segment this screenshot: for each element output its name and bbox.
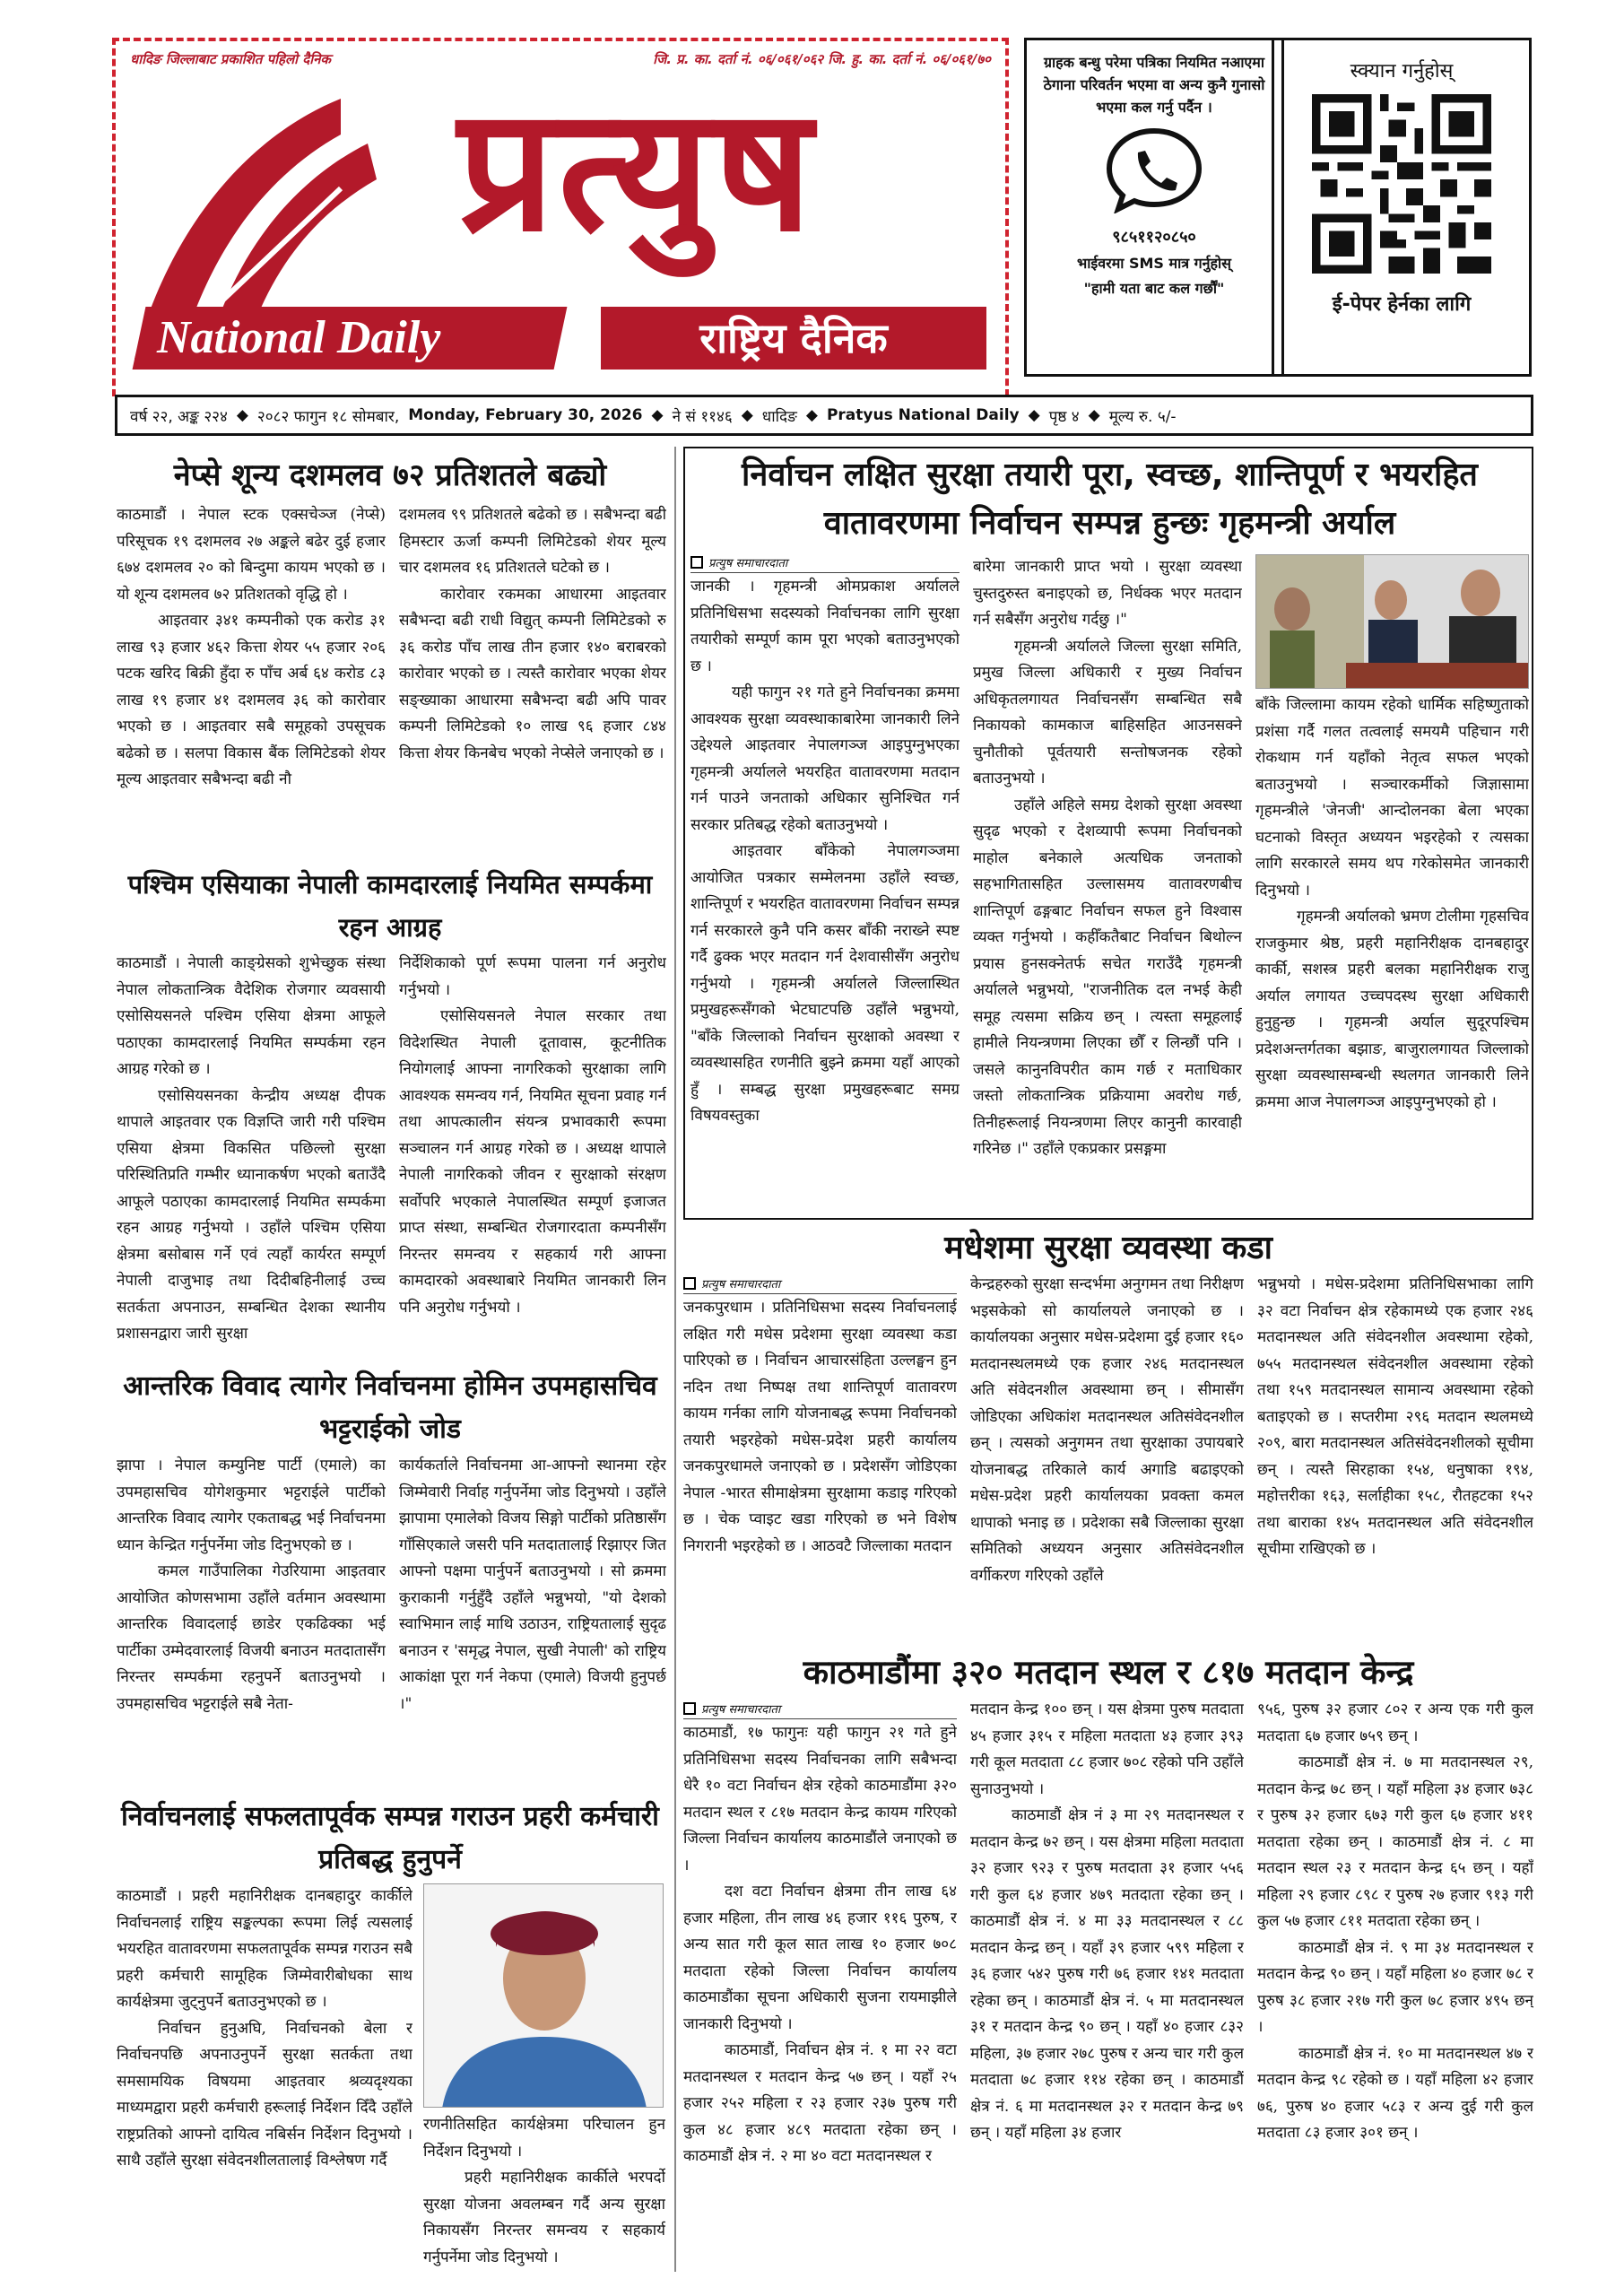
police-headline: निर्वाचनलाई सफलतापूर्वक सम्पन्न गराउन प्रहरी कर्मचारी प्रतिबद्ध हुनुपर्ने: [121, 1801, 659, 1875]
price: मूल्य रु. ५/-: [1108, 407, 1177, 426]
homeminister-headline: निर्वाचन लक्षित सुरक्षा तयारी पूरा, स्वच्छ, शान्तिपूर्ण र भयरहित वातावरणमा निर्वाचन सम्पन्न हुन्छः गृहमन्त्री अर्याल: [742, 457, 1478, 542]
masthead: [0, 0, 1624, 386]
nepse-col-1: काठमाडौं । नेपाल स्टक एक्सचेञ्ज (नेप्से) परिसूचक १९ दशमलव २७ अङ्कले बढेर दुई हजार ६७४ दशमलव २० को बिन्दुमा कायम भएको छ । यो शून्य दशमलव ७२ प्रतिशतको वृद्धि हो । आइतवार ३४१ कम्पनीको एक करोड ३१ लाख ९३ हजार ४६२ कित्ता शेयर ५५ हजार २०६ पटक खरिद बिक्री हुँदा रु पाँच अर्ब ६४ करोड ८३ लाख १९ हजार ४१ दशमलव ३६ को कारोवार भएको छ । आइतवार सबै समूहको उपसूचक बढेको छ । सलपा विकास बैंक लिमिटेडको शेयर मूल्य आइतवार सबैभन्दा बढी नौ: [117, 506, 386, 788]
byline-box-icon: [683, 1277, 696, 1290]
police-col-1: काठमाडौं । प्रहरी महानिरीक्षक दानबहादुर कार्कीले निर्वाचनलाई राष्ट्रिय सङ्कल्पका रूपमा लिई त्यसलाई भयरहित वातावरणमा सफलतापूर्वक सम्पन्न गराउन सबै प्रहरी कर्मचारी सामूहिक जिम्मेवारीबोधका साथ कार्यक्षेत्रमा जुट्नुपर्ने बताउनुभएको छ । निर्वाचन हुनुअघि, निर्वाचनको बेला र निर्वाचनपछि अपनाउनुपर्ने सुरक्षा सतर्कता तथा समसामयिक विषयमा आइतवार श्रव्यदृश्यका माध्यमद्वारा प्रहरी कर्मचारी हरूलाई निर्देशन दिँदै उहाँले राष्ट्रप्रतिको आफ्नो दायित्व नबिर्सन निर्देशन दिनुभयो । साथै उहाँले सुरक्षा संवेदनशीलतालाई विश्लेषण गर्दै: [117, 1887, 413, 2170]
madhesh-col-3: भन्नुभयो । मधेस-प्रदेशमा प्रतिनिधिसभाका लागि ३२ वटा निर्वाचन क्षेत्र रहेकामध्ये एक हजार २४६ मतदानस्थल अति संवेदनशील अवस्थामा रहेको, ७५५ मतदानस्थल संवेदनशील अवस्थामा रहेको तथा १५९ मतदानस्थल सामान्य अवस्थामा रहेको बताइएको छ । सप्तरीमा २९६ मतदान स्थलमध्ये २०९, बारा मतदानस्थल अतिसंवेदनशीलको सूचीमा छन् । त्यस्तै सिरहाका १५४, धनुषाका १९४, महोत्तरीका १६३, सर्लाहीका १५८, रौतहटका १५२ तथा बाराका १४५ मतदानस्थल अति संवेदनशील सूचीमा राखिएको छ ।: [1257, 1275, 1533, 1558]
info-bar: वर्ष २२, अङ्क २२४ ◆ २०८२ फागुन १८ सोमबार, Monday, February 30, 2026 ◆ ने सं ११४६ ◆ धादिङ ◆ Pratyus National Daily ◆ पृष्ठ ४ ◆ मूल्य रु. ५/-: [115, 395, 1533, 436]
logo-main-text: प्रत्युष: [457, 81, 816, 269]
subscriber-notice-box: [1024, 38, 1284, 377]
madhesh-byline: प्रत्युष समाचारदाता: [683, 1275, 957, 1294]
homeminister-col-3: बाँके जिल्लामा कायम रहेको धार्मिक सहिष्णुताको प्रशंसा गर्दै गलत तत्वलाई समयमै पहिचान गरी रोकथाम गर्न यहाँको नेतृत्व सफल भएको बताउनुभयो । सञ्चारकर्मीको जिज्ञासामा गृहमन्त्रीले 'जेनजी' आन्दोलनका बेला भएका घटनाको विस्तृत अध्ययन भइरहेको र त्यसका लागि सरकारले समय थप गरेकोसमेत जानकारी दिनुभयो । गृहमन्त्री अर्यालको भ्रमण टोलीमा गृहसचिव राजकुमार श्रेष्ठ, प्रहरी महानिरीक्षक दानबहादुर कार्की, सशस्त्र प्रहरी बलका महानिरीक्षक राजु अर्याल लगायत उच्चपदस्थ सुरक्षा अधिकारी हुनुहुन्छ । गृहमन्त्री अर्याल सुदूरपश्चिम प्रदेशअन्तर्गतका बझाङ, बाजुरालगायत जिल्लाको सुरक्षा व्यवस्थासम्बन्धी स्थलगत जानकारी लिने क्रममा आज नेपालगञ्ज आइपुग्नुभएको हो ।: [1255, 696, 1529, 1111]
slogan: "हामी यता बाट कल गर्छौं": [1083, 280, 1225, 297]
tagline-right: जि. प्र. का. दर्ता नं. ०६/०६१/०६२ जि. हु. का. दर्ता नं. ०६/०६१/७०: [653, 51, 991, 67]
press-meet-illustration: [1256, 555, 1529, 689]
bhattarai-headline: आन्तरिक विवाद त्यागेर निर्वाचनमा होमिन उपमहासचिव भट्टराईको जोड: [123, 1370, 657, 1445]
police-col-2: रणनीतिसहित कार्यक्षेत्रमा परिचालन हुन निर्देशन दिनुभयो । प्रहरी महानिरीक्षक कार्कीले भरपर्दो सुरक्षा योजना अवलम्बन गर्दै अन्य सुरक्षा निकायसँग निरन्तर समन्वय र सहकार्य गर्नुपर्नेमा जोड दिनुभयो ।: [423, 2116, 665, 2266]
page-number: पृष्ठ ४: [1048, 407, 1080, 426]
kathmandu-col-3: ९५६, पुरुष ३२ हजार ८०२ र अन्य एक गरी कुल मतदाता ६७ हजार ७५९ छन् । काठमाडौं क्षेत्र नं. ७ मा मतदानस्थल २९, मतदान केन्द्र ७८ छन् । यहाँ महिला ३४ हजार ७३८ र पुरुष ३२ हजार ६७३ गरी कुल ६७ हजार ४११ मतदाता रहेका छन् । काठमाडौं क्षेत्र नं. ८ मा मतदान स्थल २३ र मतदान केन्द्र ६५ छन् । यहाँ महिला २९ हजार ८९८ र पुरुष २७ हजार ९१३ गरी कुल ५७ हजार ८११ मतदाता रहेका छन् । काठमाडौं क्षेत्र नं. ९ मा ३४ मतदानस्थल र मतदान केन्द्र ९० छन् । यहाँ महिला ४० हजार ७८ र पुरुष ३८ हजार २१७ गरी कुल ७८ हजार ४९५ छन् । काठमाडौं क्षेत्र नं. १० मा मतदानस्थल ४७ र मतदान केन्द्र ९८ रहेको छ । यहाँ महिला ४२ हजार ७६, पुरुष ४० हजार ५८३ र अन्य दुई गरी कुल मतदाता ८३ हजार ३०१ छन् ।: [1257, 1700, 1533, 2142]
bhattarai-col-2: कार्यकर्ताले निर्वाचनमा आ-आफ्नो स्थानमा रहेर जिम्मेवारी निर्वाह गर्नुपर्नेमा जोड दिनुभयो । उहाँले झापामा एमालेको विजय सिङ्गो पार्टीको प्रतिष्ठासँग गाँसिएकाले जसरी पनि मतदातालाई रिझाएर जित आफ्नो पक्षमा पार्नुपर्ने बताउनुभयो । सो क्रममा कुराकानी गर्नुहुँदै उहाँले भन्नुभयो, "यो देशको स्वाभिमान लाई माथि उठाउन, राष्ट्रियतालाई सुदृढ बनाउन र 'समृद्ध नेपाल, सुखी नेपाली' को राष्ट्रिय आकांक्षा पूरा गर्न नेकपा (एमाले) विजयी हुनुपर्छ ।": [399, 1457, 666, 1713]
scan-label: स्क्यान गर्नुहोस्: [1350, 60, 1454, 83]
kathmandu-headline: काठमाडौंमा ३२० मतदान स्थल र ८१७ मतदान केन्द्र: [803, 1653, 1414, 1692]
madhesh-col-1: जनकपुरधाम । प्रतिनिधिसभा सदस्य निर्वाचनलाई लक्षित गरी मधेस प्रदेशमा सुरक्षा व्यवस्था कडा पारिएको छ । निर्वाचन आचारसंहिता उल्लङ्घन हुन नदिन तथा निष्पक्ष तथा शान्तिपूर्ण वातावरण कायम गर्नका लागि योजनाबद्ध रूपमा निर्वाचनको तयारी भइरहेको मधेस-प्रदेश प्रहरी कार्यालय जनकपुरधामले जनाएको छ । प्रदेशसँग जोडिएका नेपाल -भारत सीमाक्षेत्रमा सुरक्षामा कडाइ गरिएको छ । चेक प्वाइट खडा गरिएको छ भने विशेष निगरानी भइरहेको छ । आठवटै जिल्लाका मतदान: [683, 1299, 957, 1555]
epaper-label: ई-पेपर हेर्नका लागि: [1332, 293, 1472, 316]
place: धादिङ: [761, 407, 797, 426]
column-divider: [674, 447, 676, 2272]
westasia-col-1: काठमाडौं । नेपाली काङ्ग्रेसको शुभेच्छुक संस्था नेपाल लोकतान्त्रिक वैदेशिक रोजगार व्यवसायी एसोसियसनले पश्चिम एसिया क्षेत्रमा आफूले पठाएका कामदारलाई नियमित सम्पर्कमा रहन आग्रह गरेको छ । एसोसियसनका केन्द्रीय अध्यक्ष दीपक थापाले आइतवार एक विज्ञप्ति जारी गरी पश्चिम एसिया क्षेत्रमा विकसित पछिल्लो सुरक्षा परिस्थितिप्रति गम्भीर ध्यानाकर्षण भएको बताउँदै आफूले पठाएका कामदारलाई नियमित सम्पर्कमा रहन आग्रह गर्नुभयो । उहाँले पश्चिम एसिया क्षेत्रमा बसोबास गर्ने एवं त्यहाँ कार्यरत सम्पूर्ण नेपाली दाजुभाइ तथा दिदीबहिनीलाई उच्च सतर्कता अपनाउन, सम्बन्धित देशका स्थानीय प्रशासनद्वारा जारी सुरक्षा: [117, 954, 386, 1343]
date-english: Monday, February 30, 2026: [408, 406, 643, 424]
madhesh-col-2: केन्द्रहरुको सुरक्षा सन्दर्भमा अनुगमन तथा निरीक्षण भइसकेको सो कार्यालयले जनाएको छ । कार्यालयका अनुसार मधेस-प्रदेशमा दुई हजार १६० मतदानस्थलमध्ये एक हजार २४६ मतदानस्थल अति संवेदनशील अवस्थामा छन् । सीमासँग जोडिएका अधिकांश मतदानस्थल अतिसंवेदनशील छन् । त्यसको अनुगमन तथा सुरक्षाका उपायबारे योजनाबद्ध तरिकाले कार्य अगाडि बढाइएको मधेस-प्रदेश प्रहरी कार्यालयका प्रवक्ता कमल थापाको भनाइ छ । प्रदेशका सबै जिल्लाका सुरक्षा समितिको अध्ययन अनुसार अतिसंवेदनशील वर्गीकरण गरिएको उहाँले: [970, 1275, 1244, 1585]
homeminister-photo: [1255, 554, 1529, 689]
byline-box-icon: [683, 1702, 696, 1715]
date-nepali: २०८२ फागुन १८ सोमबार,: [256, 407, 400, 426]
registration-strip: [121, 45, 1000, 74]
paper-name: Pratyus National Daily: [826, 406, 1020, 424]
notice-text: ग्राहक बन्धु परेमा पत्रिका नियमित नआएमा ठेगाना परिवर्तन भएमा वा अन्य कुनै गुनासो भएमा कल गर्नु पर्दैन ।: [1043, 54, 1265, 116]
byline-box-icon: [690, 556, 703, 569]
westasia-col-2: निर्देशिकाको पूर्ण रूपमा पालना गर्न अनुरोध गर्नुभयो । एसोसियसनले नेपाल सरकार तथा विदेशस्थित नेपाली दूतावास, कूटनीतिक नियोगलाई आफ्ना नागरिकको सुरक्षाका लागि आवश्यक समन्वय गर्न, नियमित सूचना प्रवाह गर्न तथा आपत्कालीन संयन्त्र प्रभावकारी रूपमा सञ्चालन गर्न आग्रह गरेको छ । अध्यक्ष थापाले नेपाली नागरिकको जीवन र सुरक्षाको संरक्षण सर्वोपरि भएकाले नेपालस्थित सम्पूर्ण इजाजत प्राप्त संस्था, सम्बन्धित रोजगारदाता कम्पनीसँग निरन्तर समन्वय र सहकार्य गरी आफ्ना कामदारको अवस्थाबारे नियमित जानकारी लिन पनि अनुरोध गर्नुभयो ।: [399, 954, 666, 1317]
viber-note: भाईवरमा SMS मात्र गर्नुहोस्: [1077, 255, 1231, 272]
homeminister-col-2: बारेमा जानकारी प्राप्त भयो । सुरक्षा व्यवस्था चुस्तदुरुस्त बनाइएको छ, निर्धक्क भएर मतदान गर्न सबैसँग अनुरोध गर्दछु ।" गृहमन्त्री अर्यालले जिल्ला सुरक्षा समिति, प्रमुख जिल्ला अधिकारी र मुख्य निर्वाचन अधिकृतलगायत निर्वाचनसँग सम्बन्धित सबै निकायको कामकाज बाहिसहित आउनसक्ने चुनौतीको पूर्वतयारी सन्तोषजनक रहेको बताउनुभयो । उहाँले अहिले समग्र देशको सुरक्षा अवस्था सुदृढ भएको र देशव्यापी रूपमा निर्वाचनको माहोल बनेकाले अत्यधिक जनताको सहभागितासहित उल्लासमय वातावरणबीच शान्तिपूर्ण ढङ्गबाट निर्वाचन सफल हुने विश्वास व्यक्त गर्नुभयो । कहीँकतैबाट निर्वाचन बिथोल्न प्रयास हुनसक्नेतर्फ सचेत गराउँदै गृहमन्त्री अर्यालले भन्नुभयो, "राजनीतिक दल नभई केही समूह त्यसमा सक्रिय छन् । त्यस्ता समूहलाई हामीले नियन्त्रणमा लिएका छौँ र लिन्छौं पनि । जसले कानुनविपरीत काम गर्छ र मताधिकार जस्तो लोकतान्त्रिक प्रक्रियामा अवरोध गर्छ, तिनीहरूलाई नियन्त्रणमा लिएर कानुनी कारवाही गरिनेछ ।" उहाँले एकप्रकार प्रसङ्गमा: [973, 558, 1242, 1158]
madhesh-headline: मधेशमा सुरक्षा व्यवस्था कडा: [944, 1230, 1272, 1266]
kathmandu-col-1: काठमाडौं, १७ फागुनः यही फागुन २१ गते हुने प्रतिनिधिसभा सदस्य निर्वाचनका लागि सबैभन्दा धेरै १० वटा निर्वाचन क्षेत्र रहेको काठमाडौंमा ३२० मतदान स्थल र ८१७ मतदान केन्द्र कायम गरिएको जिल्ला निर्वाचन कार्यालय काठमाडौंले जनाएको छ । दश वटा निर्वाचन क्षेत्रमा तीन लाख ६४ हजार महिला, तीन लाख ४६ हजार ११६ पुरुष, र अन्य सात गरी कूल सात लाख १० हजार ७०८ मतदाता रहेको जिल्ला निर्वाचन कार्यालय काठमाडौंका सूचना अधिकारी सुजना रायमाझीले जानकारी दिनुभयो । काठमाडौं, निर्वाचन क्षेत्र नं. १ मा २२ वटा मतदानस्थल र मतदान केन्द्र ५७ छन् । यहाँ २५ हजार २५२ महिला र २३ हजार २३७ पुरुष गरी कुल ४८ हजार ४८९ मतदाता रहेका छन् । काठमाडौं क्षेत्र नं. २ मा ४० वटा मतदानस्थल र: [683, 1724, 957, 2165]
bhattarai-col-1: झापा । नेपाल कम्युनिष्ट पार्टी (एमाले) का उपमहासचिव योगेशकुमार भट्टराईले पार्टीको आन्तरिक विवाद त्यागेर एकताबद्ध भई निर्वाचनमा ध्यान केन्द्रित गर्नुपर्नेमा जोड दिनुभएको छ । कमल गाउँपालिका गेउरियामा आइतवार आयोजित कोणसभामा उहाँले वर्तमान अवस्थामा आन्तरिक विवादलाई छाडेर एकढिक्का भई पार्टीका उम्मेदवारलाई विजयी बनाउन मतदातासँग निरन्तर सम्पर्कमा रहनुपर्ने बताउनुभयो । उपमहासचिव भट्टराईले सबै नेता-: [117, 1457, 386, 1713]
police-chief-illustration: [424, 1884, 664, 2108]
phone-icon: [1100, 124, 1208, 213]
homeminister-col-1: जानकी । गृहमन्त्री ओमप्रकाश अर्यालले प्रतिनिधिसभा सदस्यको निर्वाचनका लागि सुरक्षा तयारीको सम्पूर्ण काम पूरा भएको बताउनुभएको छ । यही फागुन २१ गते हुने निर्वाचनका क्रममा आवश्यक सुरक्षा व्यवस्थाकाबारेमा जानकारी लिने उद्देश्यले आइतवार नेपालगञ्ज आइपुग्नुभएका गृहमन्त्री अर्यालले भयरहित वातावरणमा मतदान गर्न पाउने जनताको अधिकार सुनिश्चित गर्न सरकार प्रतिबद्ध रहेको बताउनुभयो । आइतवार बाँकेको नेपालगञ्जमा आयोजित पत्रकार सम्मेलनमा उहाँले स्वच्छ, शान्तिपूर्ण र भयरहित वातावरणमा निर्वाचन सम्पन्न गर्न सरकारले कुनै पनि कसर बाँकी नराख्ने स्पष्ट गर्दै ढुक्क भएर मतदान गर्न देशवासीसँग अनुरोध गर्नुभयो । गृहमन्त्री अर्यालले जिल्लास्थित प्रमुखहरूसँगको भेटघाटपछि उहाँले भन्नुभयो, "बाँके जिल्लाको निर्वाचन सुरक्षाको अवस्था र व्यवस्थासहित रणनीति बुझ्ने क्रममा यहाँ आएको हुँ । सम्बद्ध सुरक्षा प्रमुखहरूबाट समग्र विषयवस्तुका: [690, 578, 960, 1125]
logo-english-text: National Daily: [157, 312, 441, 363]
phone-number: ९८५११२०८५०: [1112, 228, 1196, 247]
qr-box: [1272, 38, 1532, 377]
kathmandu-col-2: मतदान केन्द्र १०० छन् । यस क्षेत्रमा पुरुष मतदाता ४५ हजार ३१५ र महिला मतदाता ४३ हजार ३९३ गरी कूल मतदाता ८८ हजार ७०८ रहेको पनि उहाँले सुनाउनुभयो । काठमाडौं क्षेत्र नं ३ मा २९ मतदानस्थल र मतदान केन्द्र ७२ छन् । यस क्षेत्रमा महिला मतदाता ३२ हजार ९२३ र पुरुष मतदाता ३१ हजार ५५६ गरी कुल ६४ हजार ४७९ मतदाता रहेका छन् । काठमाडौं क्षेत्र नं. ४ मा ३३ मतदानस्थल र ८८ मतदान केन्द्र छन् । यहाँ ३९ हजार ५९९ महिला र ३६ हजार ५४२ पुरुष गरी ७६ हजार १४१ मतदाता रहेका छन् । काठमाडौं क्षेत्र नं. ५ मा मतदानस्थल ३१ र मतदान केन्द्र ९० छन् । यहाँ ४० हजार ८३२ महिला, ३७ हजार २७८ पुरुष र अन्य चार गरी कुल मतदाता ७८ हजार ११४ रहेका छन् । काठमाडौं क्षेत्र नं. ६ मा मतदानस्थल ३२ र मतदान केन्द्र ७९ छन् । यहाँ महिला ३४ हजार: [970, 1700, 1244, 2142]
tagline-left: धादिङ जिल्लाबाट प्रकाशित पहिलो दैनिक: [130, 51, 331, 67]
issue: ने सं ११४६: [672, 407, 733, 426]
kathmandu-byline: प्रत्युष समाचारदाता: [683, 1700, 957, 1719]
nepse-col-2: दशमलव ९९ प्रतिशतले बढेको छ । सबैभन्दा बढी हिमस्टार ऊर्जा कम्पनी लिमिटेडको शेयर मूल्य चार दशमलव १६ प्रतिशतले घटेको छ । कारोवार रकमका आधारमा आइतवार सबैभन्दा बढी राधी विद्युत् कम्पनी लिमिटेडको रु ३६ करोड पाँच लाख तीन हजार १४० बराबरको कारोवार भएको छ । त्यस्तै कारोवार भएका शेयर सङ्ख्याका आधारमा सबैभन्दा बढी अपि पावर कम्पनी लिमिटेडको १० लाख ९६ हजार ८४४ कित्ता शेयर किनबेच भएको नेप्सेले जनाएको छ ।: [399, 506, 666, 762]
westasia-headline: पश्चिम एसियाका नेपाली कामदारलाई नियमित सम्पर्कमा रहन आग्रह: [127, 869, 653, 943]
police-chief-photo: [423, 1883, 664, 2108]
logo: [117, 81, 1004, 377]
nepse-headline: नेप्से शून्य दशमलव ७२ प्रतिशतले बढ्यो: [173, 457, 607, 493]
qr-code: [1312, 94, 1491, 274]
volume: वर्ष २२, अङ्क २२४: [130, 407, 228, 426]
homeminister-byline: प्रत्युष समाचारदाता: [690, 554, 960, 573]
logo-nepali-text: राष्ट्रिय दैनिक: [699, 314, 888, 362]
